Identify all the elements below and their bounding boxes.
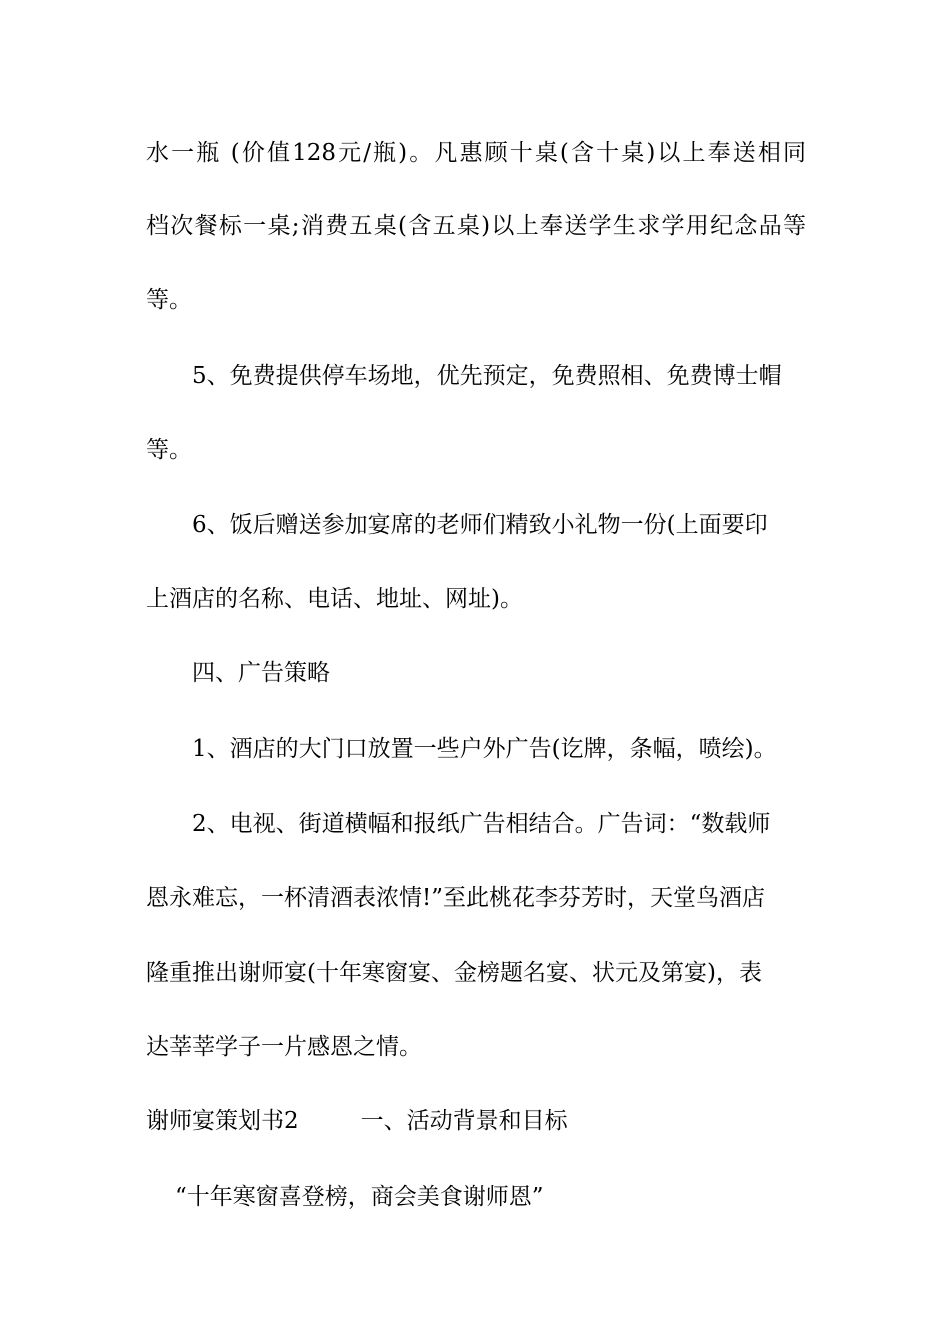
section-heading: 四、广告策略 xyxy=(192,660,330,686)
paragraph-line: 恩永难忘，一杯清酒表浓情!”至此桃花李芬芳时，天堂鸟酒店 xyxy=(146,885,766,911)
document-heading xyxy=(146,1106,568,1136)
paragraph-line: 水一瓶 (价值128元/瓶)。凡惠顾十桌(含十桌)以上奉送相同 xyxy=(146,140,806,166)
paragraph-line: 1、酒店的大门口放置一些户外广告(讫牌，条幅，喷绘)。 xyxy=(192,736,777,762)
paragraph-line: 上酒店的名称、电话、地址、网址)。 xyxy=(146,586,523,612)
paragraph-line: 隆重推出谢师宴(十年寒窗宴、金榜题名宴、状元及第宴)，表 xyxy=(146,960,762,986)
paragraph-line: 等。 xyxy=(146,437,192,463)
paragraph-line: 档次餐标一桌;消费五桌(含五桌)以上奉送学生求学用纪念品等 xyxy=(146,213,806,239)
slogan-quote: “十年寒窗喜登榜，商会美食谢师恩” xyxy=(175,1184,544,1210)
paragraph-line: 6、饭后赠送参加宴席的老师们精致小礼物一份(上面要印 xyxy=(192,512,768,538)
paragraph-line: 达莘莘学子一片感恩之情。 xyxy=(146,1034,422,1060)
paragraph-line: 等。 xyxy=(146,287,192,313)
section-title: 一、活动背景和目标 xyxy=(360,1108,568,1134)
document-title: 谢师宴策划书2 xyxy=(146,1108,299,1134)
paragraph-line: 5、免费提供停车场地，优先预定，免费照相、免费博士帽 xyxy=(192,363,782,389)
paragraph-line: 2、电视、街道横幅和报纸广告相结合。广告词：“数载师 xyxy=(192,811,771,837)
